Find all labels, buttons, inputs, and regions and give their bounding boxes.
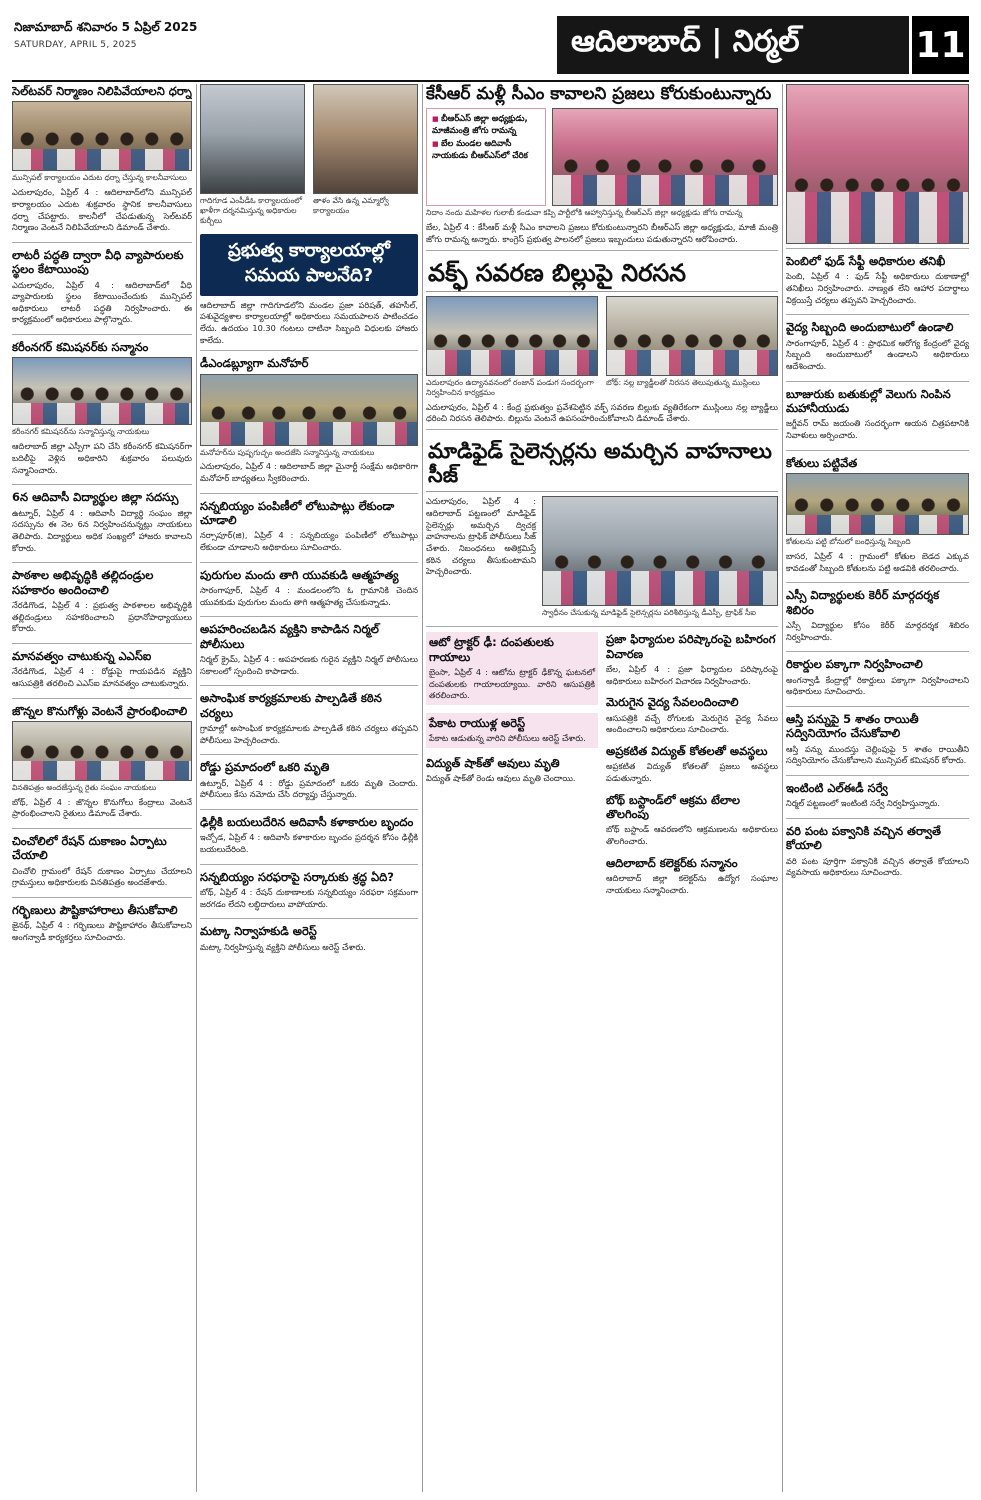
story-body: నిర్మల్ పట్టణంలో ఇంటింటి సర్వే నిర్వహిస్తున్నారు. <box>786 798 940 809</box>
headline: పేకాట రాయుళ్ల అరెస్ట్ <box>429 715 526 730</box>
date-block <box>14 20 197 50</box>
story-body: ఆదిలాబాద్ జిల్లా గాదిగూడలోని మండల ప్రజా పరిషత్, తహసీల్, పశువైద్యశాల కార్యాలయాల్లో అధికారులు సమయపాలన పాటించడం లేదు. ఉదయం 10.30 గంటలు దాటినా సిబ్బంది విధులకు హాజరు కాలేదు. <box>200 299 418 345</box>
headline: కోతులు పట్టివేత <box>786 455 858 470</box>
story-suicide <box>200 568 418 609</box>
story-food-safety <box>786 254 969 306</box>
photo-caption: మున్సిపల్ కార్యాలయం ఎదుట ధర్నా చేస్తున్న కాలనీవాసులు <box>12 173 187 183</box>
headline: వరి పంట పక్వానికి వచ్చిన తర్వాతే కోయాలి <box>786 823 941 853</box>
story-body: నేరడిగొండ, ఏప్రిల్ 4 : ప్రభుత్వ పాఠశాలల అభివృద్ధికి తల్లిదండ్రులు సహకరించాలని ప్రధానోపాధ్యాయులు కోరారు. <box>12 599 192 634</box>
headline: విద్యుత్ షాక్‌తో ఆవులు మృతి <box>426 755 560 770</box>
story-body: నేరడిగొండ, ఏప్రిల్ 4 : రోడ్డుపై గాయపడిన వ్యక్తిని ఆసుపత్రికి తరలించి ఎఎస్ఐ మానవత్వం చాటుకున్నారు. <box>12 666 192 688</box>
date-telugu: నిజామాబాద్ శనివారం 5 ఏప్రిల్ 2025 <box>14 20 198 34</box>
story-body: అప్రకటిత విద్యుత్ కోతలతో ప్రజలు అవస్థలు పడుతున్నారు. <box>606 761 778 783</box>
photo-caption: కరీంనగర్ కమిషనర్‌ను సన్మానిస్తున్న నాయకులు <box>12 427 150 437</box>
news-photo <box>313 84 418 194</box>
story-jowar <box>12 704 192 821</box>
date-english: SATURDAY, APRIL 5, 2025 <box>14 40 137 50</box>
headline: బూజురుకు బతుకుల్లో వెలుగు నింపిన మహానీయుడు <box>786 386 951 415</box>
story-body: విద్యుత్ షాక్‌తో రెండు ఆవులు మృతి చెందాయి. <box>426 773 576 784</box>
story-body: ఉట్నూర్, ఏప్రిల్ 4 : రోడ్డు ప్రమాదంలో ఒకరు మృతి చెందారు. పోలీసులు కేసు నమోదు చేసి దర్యాప్తు చేస్తున్నారు. <box>200 777 418 800</box>
column-3 <box>426 84 778 1492</box>
waqf-headline: వక్ఫ్ సవరణ బిల్లుపై నిరసన <box>426 256 778 293</box>
story-body: అంగన్వాడీ కేంద్రాల్లో రికార్డులు పక్కాగా నిర్వహించాలని అధికారులు సూచించారు. <box>786 674 969 697</box>
story-adivasi-seminar <box>12 490 192 554</box>
headline: అప్రకటిత విద్యుత్ కోతలతో అవస్థలు <box>606 743 768 758</box>
story-medical <box>606 695 778 736</box>
banner-headline: ప్రభుత్వ కార్యాలయాల్లో సమయ పాలనేది? <box>200 234 418 296</box>
column-1 <box>12 84 192 1492</box>
story-body: నిర్మల్ క్రైమ్, ఏప్రిల్ 4 : అపహరణకు గురైన వ్యక్తిని నిర్మల్ పోలీసులు సకాలంలో స్పందించి కాపాడారు. <box>200 654 418 676</box>
story-ration-shop <box>12 834 192 889</box>
headline: అసాంఘిక కార్యక్రమాలకు పాల్పడితే కఠిన చర్యలు <box>200 691 382 720</box>
photo-caption: ఎదులాపురం ఉద్యానవనంలో రంజాన్ పండుగ సందర్భంగా నిర్వహించిన కార్యక్రమం <box>426 378 594 397</box>
story-cows-shock <box>426 756 598 785</box>
headline: సన్నబియ్యం పంపిణీలో లోటుపాట్లు లేకుండా చూడాలి <box>200 498 395 528</box>
bullet-item: ■ బేల మండల ఆదివాసీ నాయకుడు బీఆర్ఎస్‌లో చేరిక <box>432 138 540 161</box>
story-body: ఉట్నూర్, ఏప్రిల్ 4 : ఆదివాసీ విద్యార్థి సంఘం జిల్లా సదస్సును ఈ నెల 6న నిర్వహించనున్నట్లు నాయకులు తెలిపారు. విద్యార్థులు అధిక సంఖ్యలో హాజరు కావాలని కోరారు. <box>12 507 192 553</box>
headline: రోడ్డు ప్రమాదంలో ఒకరి మృతి <box>200 760 330 775</box>
story-fine-rice <box>200 499 418 554</box>
news-photo <box>786 84 969 244</box>
story-jagjivan <box>786 387 969 442</box>
headline: బోథ్ బస్టాండ్‌లో ఆక్రమ టేలాల తొలగింపు <box>606 792 741 821</box>
headline: మానవత్వం చాటుకున్న ఎఎస్ఐ <box>12 648 152 663</box>
story-body: సారంగాపూర్, ఏప్రిల్ 4 : మండలంలోని ఓ గ్రామానికి చెందిన యువకుడు పురుగుల మందు తాగి ఆత్మహత్య చేసుకున్నాడు. <box>200 585 418 607</box>
story-body: బోథ్ బస్టాండ్ ఆవరణలోని ఆక్రమణలను అధికారులు తొలగించారు. <box>606 824 778 846</box>
story-body: బోథ్, ఏప్రిల్ 4 : జొన్నల కొనుగోలు కేంద్రాలు వెంటనే ప్రారంభించాలని రైతులు డిమాండ్ చేశారు. <box>12 796 192 819</box>
story-commissioner <box>12 340 192 476</box>
story-body: ఆదిలాబాద్ జిల్లా కలెక్టర్‌ను ఉద్యోగ సంఘాల నాయకులు సన్మానించారు. <box>606 873 778 895</box>
story-public-grievance <box>606 632 778 687</box>
story-asi <box>12 649 192 690</box>
story-pregnant <box>12 903 192 944</box>
lead-headline: కేసీఆర్ మళ్లీ సీఎం కావాలని ప్రజలు కోరుకుంటున్నారు <box>426 84 772 104</box>
headline: పురుగుల మందు తాగి యువకుడి ఆత్మహత్య <box>200 567 399 582</box>
story-body: ఎదులాపురం, ఏప్రిల్ 4 : ఆదిలాబాద్ పట్టణంలో మాడిఫైడ్ సైలెన్సర్లు అమర్చిన ద్విచక్ర వాహనాలను ట్రాఫిక్ పోలీసులు సీజ్ చేశారు. నిబంధనలు అతిక్రమిస్తే కఠిన చర్యలు తీసుకుంటామని హెచ్చరించారు. <box>426 496 536 577</box>
story-antisocial <box>200 691 418 746</box>
story-body: బోథ్, ఏప్రిల్ 4 : రేషన్ దుకాణాలకు సన్నబియ్యం సరఫరా సక్రమంగా జరగడం లేదని లబ్ధిదారులు వాపోయారు. <box>200 887 418 909</box>
headline: సన్నబియ్యం సరఫరాపై సర్కారుకు శ్రద్ధ ఏది? <box>200 869 394 884</box>
headline: ఆదిలాబాద్ కలెక్టర్‌కు సన్మానం <box>606 855 738 870</box>
column-rule <box>196 84 197 1492</box>
headline: రికార్డుల పక్కాగా నిర్వహించాలి <box>786 657 923 672</box>
photo-caption: వినతిపత్రం అందజేస్తున్న రైతు సంఘం నాయకులు <box>12 782 157 792</box>
news-photo <box>606 296 778 376</box>
story-celltower <box>12 84 192 234</box>
headline: మెరుగైన వైద్య సేవలందించాలి <box>606 695 739 710</box>
story-collector <box>606 856 778 897</box>
story-body: సారంగాపూర్, ఏప్రిల్ 4 : ప్రాథమిక ఆరోగ్య కేంద్రంలో వైద్య సిబ్బంది అందుబాటులో ఉండాలని అధికారులు ఆదేశించారు. <box>786 337 969 371</box>
story-body: బాసర, ఏప్రిల్ 4 : గ్రామంలో కోతుల బెడద ఎక్కువ కావడంతో సిబ్బంది కోతులను పట్టి అడవికి తరలించారు. <box>786 550 969 573</box>
story-rice-supply <box>200 870 418 911</box>
headline: సెల్‌టవర్ నిర్మాణం నిలిపివేయాలని ధర్నా <box>12 84 192 98</box>
story-body: ఎదులాపురం, ఏప్రిల్ 4 : ఆదిలాబాద్‌లోని మున్సిపల్ కార్యాలయం ఎదుట శుక్రవారం స్థానిక కాలనీవాసులు ధర్నా చేపట్టారు. కాలనీలో చేపడుతున్న సెల్‌టవర్ నిర్మాణం వెంటనే నిలిపివేయాలని డిమాండ్ చేశారు. <box>12 187 192 233</box>
headline: గర్భిణులు పౌష్టికాహారాలు తీసుకోవాలి <box>12 903 178 918</box>
story-body: చించోలి గ్రామంలో రేషన్ దుకాణం ఏర్పాటు చేయాలని గ్రామస్తులు అధికారులకు వినతిపత్రం అందజేశారు. <box>12 865 192 888</box>
photo-caption: బోథ్: నల్ల బ్యాడ్జీలతో నిరసన తెలుపుతున్న ముస్లింలు <box>606 378 760 388</box>
page-number: 11 <box>909 16 969 74</box>
photo-caption: స్వాధీనం చేసుకున్న మాడిఫైడ్ సైలెన్సర్లను పరిశీలిస్తున్న డీఎస్పీ, ట్రాఫిక్ సీఐ <box>542 608 756 618</box>
headline: ఆస్తి పన్నుపై 5 శాతం రాయితీ సద్వినియోగం చేసుకోవాలి <box>786 711 919 741</box>
news-photo <box>200 374 418 446</box>
news-photo <box>12 721 192 781</box>
headline: ఆటో ట్రాక్టర్ ఢీ: దంపతులకు గాయాలు <box>429 635 554 664</box>
story-monkeys <box>786 456 969 575</box>
waqf-photos <box>426 296 778 402</box>
headline: మట్కా నిర్వాహకుడి అరెస్ట్ <box>200 924 317 939</box>
story-body: ఆస్తి పన్ను ముందస్తు చెల్లింపుపై 5 శాతం రాయితీని సద్వినియోగం చేసుకోవాలని మున్సిపల్ కమిషనర్ కోరారు. <box>786 743 969 766</box>
story-body: మట్కా నిర్వహిస్తున్న వ్యక్తిని పోలీసులు అరెస్ట్ చేశారు. <box>200 941 366 952</box>
story-accident <box>200 760 418 801</box>
headline: కరీంనగర్ కమిషనర్‌కు సన్మానం <box>12 340 149 355</box>
story-kidnap <box>200 622 418 677</box>
story-body: వరి పంట పూర్తిగా పక్వానికి వచ్చిన తర్వాతే కోయాలని వ్యవసాయ అధికారులు సూచించారు. <box>786 855 969 878</box>
photo-caption: కోతులను పట్టి బోనులో బంధిస్తున్న సిబ్బంది <box>786 537 911 546</box>
story-body: బైంసా, ఏప్రిల్ 4 : ఆటోను ట్రాక్టర్ ఢీకొన్న ఘటనలో దంపతులకు గాయాలయ్యాయి. వారిని ఆసుపత్రికి తరలించారు. <box>429 667 595 701</box>
headline: పాఠశాల అభివృద్ధికి తల్లిదండ్రుల సహకారం అందించాలి <box>12 568 154 597</box>
photo-caption: నిదాం నందు మహిళల గులాబీ కండువా కప్పి పార్టీలోకి ఆహ్వానిస్తున్న బీఆర్ఎస్ జిల్లా అధ్యక్షుడు జోగు రామన్న <box>426 208 743 218</box>
lead-bullets <box>426 108 546 206</box>
headline: ఇంటింటి ఎల్‌ఈడీ సర్వే <box>786 780 888 795</box>
masthead <box>12 10 969 82</box>
headline: జొన్నల కొనుగోళ్లు వెంటనే ప్రారంభించాలి <box>12 703 188 718</box>
section-title: ఆదిలాబాద్ | నిర్మల్ <box>571 24 800 59</box>
headline: 6న ఆదివాసీ విద్యార్థుల జిల్లా సదస్సు <box>12 490 179 505</box>
photo-caption: తాళం వేసి ఉన్న ఎమ్మార్వో కార్యాలయం <box>313 196 389 215</box>
office-photos <box>200 84 418 194</box>
story-body: ఇచ్చోడ, ఏప్రిల్ 4 : ఆదివాసీ కళాకారుల బృందం ప్రదర్శన కోసం ఢిల్లీకి బయలుదేరింది. <box>200 832 418 855</box>
headline: అపహరించబడిన వ్యక్తిని కాపాడిన నిర్మల్ పోలీసులు <box>200 622 379 651</box>
section-band <box>557 16 969 74</box>
headline: డీఎండబ్ల్యూగా మనోహర్ <box>200 356 309 371</box>
story-body: ఎదులాపురం, ఏప్రిల్ 4 : ఆదిలాబాద్‌లో వీధి వ్యాపారులకు స్థలం కేటాయించేందుకు మున్సిపల్ అధికారులు లాటరీ పద్ధతి నిర్వహించారు. ఈ కార్యక్రమంలో అధికారులు పాల్గొన్నారు. <box>12 279 192 325</box>
news-photo <box>12 101 192 171</box>
headline: పెంబిలో ఫుడ్ సేఫ్టీ అధికారుల తనిఖీ <box>786 254 946 268</box>
story-body: బేల, ఏప్రిల్ 4 : కేసీఆర్ మళ్లీ సీఎం కావాలని ప్రజలు కోరుకుంటున్నారని బీఆర్ఎస్ జిల్లా అధ్యక్షుడు, మాజీ మంత్రి జోగు రామన్న అన్నారు. కాంగ్రెస్ ప్రభుత్వ పాలనలో ప్రజలు ఇబ్బందులు పడుతున్నారని ఆరోపించారు. <box>426 222 778 244</box>
story-body: జగ్జీవన్ రామ్ జయంతి సందర్భంగా ఆయన చిత్రపటానికి నివాళులు అర్పించారు. <box>786 418 969 440</box>
story-body: బేల, ఏప్రిల్ 4 : ప్రజా ఫిర్యాదుల పరిష్కారంపై అధికారులు బహిరంగ విచారణ నిర్వహించారు. <box>606 664 778 686</box>
story-records <box>786 657 969 698</box>
photo-caption: మనోహర్‌ను పుష్పగుచ్ఛం అందజేసి సన్మానిస్తున్న నాయకులు <box>200 447 375 457</box>
story-dmwo <box>200 356 418 485</box>
story-lottery <box>12 248 192 326</box>
column-4 <box>786 84 969 1492</box>
story-led-survey <box>786 781 969 810</box>
story-body: ఆదిలాబాద్ జిల్లా ఎస్పీగా పని చేసి కరీంనగర్ కమిషనర్‌గా బదిలీపై వెళ్లిన అధికారిని శుక్రవారం పలువురు సన్మానించారు. <box>12 441 192 475</box>
headline: ఢిల్లీకి బయలుదేరిన ఆదివాసీ కళాకారుల బృందం <box>200 815 414 830</box>
story-auto-tractor <box>426 632 598 705</box>
headline: వైద్య సిబ్బంది అందుబాటులో ఉండాలి <box>786 320 954 335</box>
story-matka <box>200 924 418 953</box>
news-photo <box>542 496 778 606</box>
story-body: ఎదులాపురం, ఏప్రిల్ 4 : కేంద్ర ప్రభుత్వం ప్రవేశపెట్టిన వక్ఫ్ సవరణ బిల్లుకు వ్యతిరేకంగా ముస్లింలు నల్ల బ్యాడ్జీలు ధరించి నిరసన తెలిపారు. బిల్లును వెంటనే ఉపసంహరించుకోవాలని డిమాండ్ చేశారు. <box>426 401 778 424</box>
story-medical-staff <box>786 320 969 372</box>
headline: ఎస్సీ విద్యార్థులకు కెరీర్ మార్గదర్శక శిబిరం <box>786 588 940 617</box>
story-artists-delhi <box>200 815 418 856</box>
story-school <box>12 568 192 635</box>
headline: లాటరీ పద్ధతి ద్వారా వీధి వ్యాపారులకు స్థలం కేటాయింపు <box>12 247 184 277</box>
news-photo <box>552 108 778 206</box>
story-poker-arrest <box>426 713 598 748</box>
story-property-tax <box>786 712 969 767</box>
column-2 <box>200 84 418 1492</box>
story-body: పేకాట ఆడుతున్న వారిని పోలీసులు అరెస్ట్ చేశారు. <box>429 733 586 744</box>
news-photo <box>786 473 969 535</box>
news-photo <box>426 296 598 376</box>
story-bus-stand <box>606 793 778 848</box>
bullet-item: ■ బీఆర్ఎస్ జిల్లా అధ్యక్షుడు, మాజీమంత్రి జోగు రామన్న <box>432 113 540 136</box>
story-power-cuts <box>606 744 778 785</box>
story-body: ఎదులాపురం, ఏప్రిల్ 4 : ఆదిలాబాద్ జిల్లా మైనార్టీ సంక్షేమ అధికారిగా మనోహర్ బాధ్యతలు స్వీకరించారు. <box>200 461 418 484</box>
news-photo <box>200 84 305 194</box>
column-rule <box>782 84 783 1492</box>
story-body: పెంబి, ఏప్రిల్ 4 : ఫుడ్ సేఫ్టీ అధికారులు దుకాణాల్లో తనిఖీలు నిర్వహించారు. నాణ్యత లేని ఆహార పదార్థాలు విక్రయిస్తే చర్యలు తప్పవని హెచ్చరించారు. <box>786 271 969 305</box>
story-body: నర్సాపూర్(జి), ఏప్రిల్ 4 : సన్నబియ్యం పంపిణీలో లోటుపాట్లు లేకుండా చూడాలని అధికారులు సూచించారు. <box>200 530 418 553</box>
column-rule <box>422 84 423 1492</box>
story-body: జైనథ్, ఏప్రిల్ 4 : గర్భిణులు పౌష్టికాహారం తీసుకోవాలని అంగన్వాడీ కార్యకర్తలు సూచించారు. <box>12 920 192 943</box>
photo-caption: గాదిగూడ ఎంపీడీఓ కార్యాలయంలో ఖాళీగా దర్శనమిస్తున్న అధికారుల కుర్చీలు <box>200 196 303 225</box>
news-photo <box>12 357 192 425</box>
story-body: ఎస్సీ విద్యార్థుల కోసం కెరీర్ మార్గదర్శక శిబిరం నిర్వహించారు. <box>786 619 969 642</box>
story-body: గ్రామాల్లో అసాంఘిక కార్యక్రమాలకు పాల్పడితే కఠిన చర్యలు తప్పవని పోలీసులు హెచ్చరించారు. <box>200 723 418 745</box>
story-career-camp <box>786 588 969 643</box>
story-paddy <box>786 824 969 879</box>
story-body: ఆసుపత్రికి వచ్చే రోగులకు మెరుగైన వైద్య సేవలు అందించాలని అధికారులు సూచించారు. <box>606 712 778 735</box>
silencer-headline: మాడిఫైడ్ సైలెన్సర్లను అమర్చిన వాహనాలు సీజ్ <box>426 435 778 492</box>
headline: చించోలిలో రేషన్ దుకాణం ఏర్పాటు చేయాలి <box>12 834 167 863</box>
headline: ప్రజా ఫిర్యాదుల పరిష్కారంపై బహిరంగ విచారణ <box>606 632 776 661</box>
